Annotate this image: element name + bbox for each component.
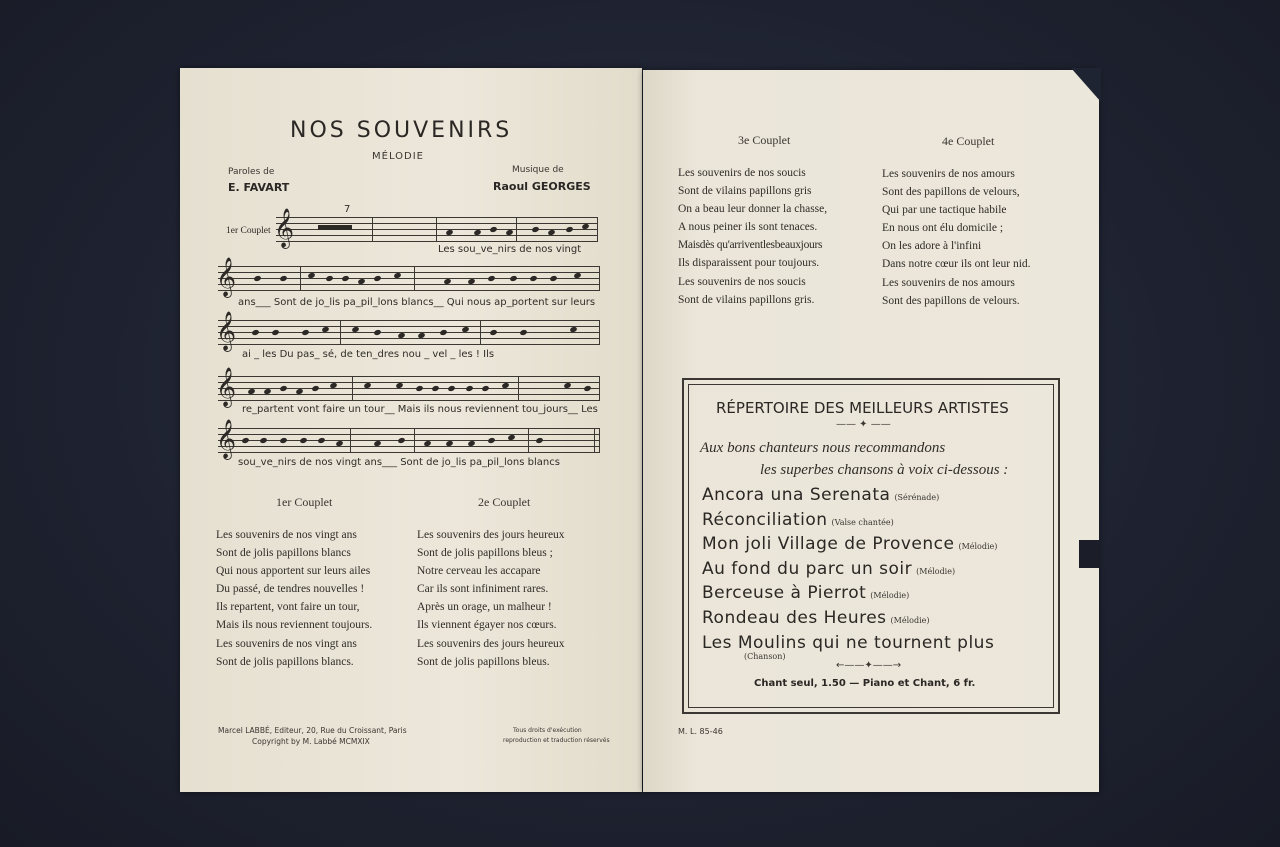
verse-line: Sont de jolis papillons bleus ; (417, 547, 553, 560)
publisher-line-1: Marcel LABBÉ, Editeur, 20, Rue du Croissant, Paris (218, 726, 407, 735)
verse-line: Sont de vilains papillons gris. (678, 293, 815, 306)
verse-line: Sont de jolis papillons blancs. (216, 655, 354, 668)
ornament-divider-icon: —— ✦ —— (836, 419, 891, 430)
verse-line: Maisdès qu'arriventlesbeauxjours (678, 239, 823, 252)
song-subtitle: MÉLODIE (372, 151, 424, 162)
repertoire-intro-2: les superbes chansons à voix ci-dessous : (760, 462, 1009, 478)
lyric-line-5: sou_ve_nirs de nos vingt ans___ Sont de jo_lis pa_pil_lons blancs (238, 457, 560, 468)
treble-clef-icon: 𝄞 (216, 367, 237, 407)
verse-line: Les souvenirs de nos vingt ans (216, 529, 357, 541)
song-genre-last: (Chanson) (744, 652, 786, 661)
price-line: Chant seul, 1.50 — Piano et Chant, 6 fr. (754, 678, 976, 689)
verse-line: Ils viennent égayer nos cœurs. (417, 619, 557, 632)
song-genre: (Mélodie) (958, 542, 998, 552)
verse-line: Qui nous apportent sur leurs ailes (216, 565, 371, 578)
list-item (702, 583, 997, 608)
verse-line: En nous ont élu domicile ; (882, 222, 1004, 235)
verse-line: Les souvenirs de nos soucis (678, 275, 806, 288)
couplet-1-verse (216, 526, 372, 671)
treble-clef-icon: 𝄞 (274, 208, 295, 248)
staff-2 (216, 257, 600, 297)
treble-clef-icon: 𝄞 (216, 311, 237, 351)
lyric-line-4: re_partent vont faire un tour__ Mais ils nous reviennent tou_jours__ Les (242, 404, 598, 415)
staff-4 (216, 367, 600, 407)
rights-line-2: reproduction et traduction réservés (503, 737, 610, 744)
couplet-3-verse (678, 164, 827, 309)
catalog-number: M. L. 85-46 (678, 727, 723, 736)
lyric-line-3: ai _ les Du pas_ sé, de ten_dres nou _ vel _ les ! Ils (242, 349, 495, 360)
repertoire-intro-1: Aux bons chanteurs nous recommandons (700, 440, 946, 456)
song-title-item: Les Moulins qui ne tournent plus (702, 632, 995, 653)
repertoire-title: RÉPERTOIRE DES MEILLEURS ARTISTES (716, 399, 1009, 417)
list-item (702, 534, 997, 559)
verse-line: Sont de vilains papillons gris (678, 185, 812, 198)
staff-1 (274, 208, 598, 248)
verse-line: Car ils sont infiniment rares. (417, 583, 549, 596)
ornament-divider-icon: ←——✦——→ (836, 660, 902, 671)
song-genre: (Mélodie) (916, 566, 956, 576)
verse-line: Les souvenirs des jours heureux (417, 529, 565, 541)
song-title-item: Au fond du parc un soir (702, 558, 913, 579)
torn-corner (1071, 68, 1101, 102)
song-title-item: Mon joli Village de Provence (702, 534, 955, 555)
lyric-line-2: ans___ Sont de jo_lis pa_pil_lons blancs__ Qui nous ap_portent sur leurs (238, 297, 596, 308)
song-genre: (Valse chantée) (831, 517, 894, 527)
lyrics-label: Paroles de (228, 167, 275, 177)
verse-line: Notre cerveau les accapare (417, 565, 541, 578)
verse-line: Du passé, de tendres nouvelles ! (216, 583, 365, 596)
verse-line: Sont des papillons de velours, (882, 186, 1020, 199)
verse-line: Sont de jolis papillons bleus. (417, 655, 550, 668)
verse-line: Dans notre cœur ils ont leur nid. (882, 258, 1031, 271)
song-genre: (Mélodie) (870, 591, 910, 601)
lyricist-name: E. FAVART (228, 181, 290, 194)
couplet-4-heading: 4e Couplet (942, 134, 995, 148)
composer-name: Raoul GEORGES (493, 180, 591, 193)
song-genre: (Sérénade) (894, 493, 940, 502)
publisher-line-2: Copyright by M. Labbé MCMXIX (252, 737, 370, 746)
list-item (702, 608, 997, 633)
verse-line: Sont des papillons de velours. (882, 294, 1020, 307)
couplet-4-verse (882, 165, 1031, 310)
score-couplet-label: 1er Couplet (226, 226, 271, 236)
verse-line: On les adore à l'infini (882, 240, 982, 253)
lyric-line-1: Les sou_ve_nirs de nos vingt (438, 244, 582, 255)
song-title: NOS SOUVENIRS (290, 118, 513, 143)
verse-line: Qui par une tactique habile (882, 204, 1007, 217)
verse-line: Sont de jolis papillons blancs (216, 547, 351, 560)
verse-line: Après un orage, un malheur ! (417, 601, 552, 614)
couplet-2-heading: 2e Couplet (478, 495, 531, 509)
verse-line: On a beau leur donner la chasse, (678, 203, 828, 216)
measure-rest-count: 7 (344, 204, 351, 215)
list-item (702, 510, 997, 535)
list-item (702, 485, 997, 510)
verse-line: Les souvenirs de nos amours (882, 168, 1015, 180)
staff-5 (216, 419, 600, 459)
song-title-item: Réconciliation (702, 509, 828, 530)
verse-line: Les souvenirs de nos soucis (678, 167, 806, 179)
rights-line-1: Tous droits d'exécution (513, 727, 582, 734)
staff-3 (216, 311, 600, 351)
verse-line: Les souvenirs des jours heureux (417, 637, 565, 650)
couplet-1-heading: 1er Couplet (276, 495, 333, 509)
verse-line: Ils disparaissent pour toujours. (678, 257, 820, 270)
song-list (702, 485, 997, 653)
treble-clef-icon: 𝄞 (216, 257, 237, 297)
list-item (702, 559, 997, 584)
multi-rest (318, 225, 352, 230)
song-genre: (Mélodie) (890, 615, 930, 625)
verse-line: Les souvenirs de nos vingt ans (216, 637, 357, 650)
treble-clef-icon: 𝄞 (216, 419, 237, 459)
verse-line: A nous peiner ils sont tenaces. (678, 221, 818, 234)
song-title-item: Ancora una Serenata (702, 485, 891, 505)
music-label: Musique de (512, 165, 564, 175)
page-notch (1079, 540, 1101, 568)
couplet-3-heading: 3e Couplet (738, 133, 791, 147)
song-title-item: Rondeau des Heures (702, 607, 887, 628)
verse-line: Les souvenirs de nos amours (882, 276, 1015, 289)
couplet-2-verse (417, 526, 565, 671)
list-item (702, 633, 997, 653)
song-title-item: Berceuse à Pierrot (702, 583, 867, 604)
verse-line: Mais ils nous reviennent toujours. (216, 619, 373, 632)
verse-line: Ils repartent, vont faire un tour, (216, 601, 360, 614)
